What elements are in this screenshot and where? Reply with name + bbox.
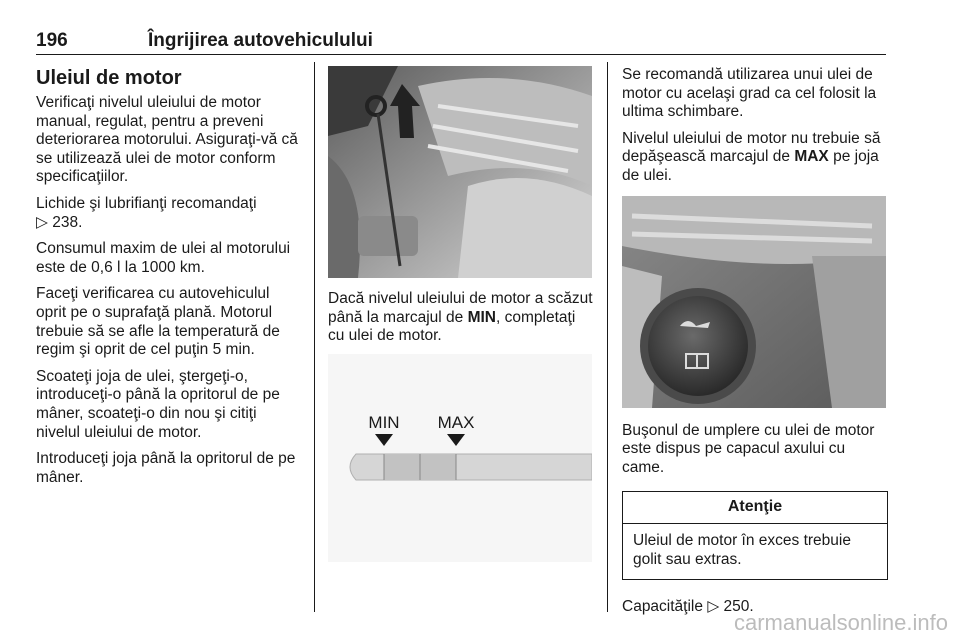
paragraph: Verificaţi nivelul uleiului de motor manual, regulat, pentru a preveni deteriorarea motorului. Asiguraţi-vă că se utilizează ulei de motor conform specificaţiilor. [36,94,298,186]
column-divider [314,62,315,612]
column-right [622,66,888,625]
column-left [36,66,301,495]
attention-body: Uleiul de motor în exces trebuie golit sau extras. [633,531,851,568]
paragraph: Introduceţi joja până la opritorul de pe mâner. [36,450,296,486]
reference-arrow-icon: ▷ [707,598,720,616]
paragraph-text: pe joja de ulei. [622,148,879,184]
attention-box [622,491,888,580]
watermark: carmanualsonline.info [733,610,948,635]
paragraph: Consumul maxim de ulei al motorului este de 0,6 l la 1000 km. [36,240,291,276]
paragraph-text: Capacităţile [622,598,703,616]
paragraph-text: Lichide şi lubrifianţi recomandaţi [36,194,257,212]
paragraph: Faceţi verificarea cu autovehiculul oprit pe o suprafaţă plană. Motorul trebuie să se afle la temperatură de regim şi oprit de cel puţin 5 min. [36,285,280,359]
paragraph-text: Nivelul uleiului de motor nu trebuie să depăşească marcajul de [622,129,881,166]
figure-caption [328,290,594,346]
paragraph: Scoateţi joja de ulei, ştergeţi-o, introduceţi-o până la opritorul de pe mâner, scoateţi-o din nou şi citiţi nivelul uleiului de motor. [36,367,280,441]
reference-arrow-icon: ▷ [36,213,48,231]
chapter-title: Îngrijirea autovehiculului [148,30,373,51]
section-title: Uleiul de motor [36,67,182,89]
paragraph: Buşonul de umplere cu ulei de motor este dispus pe capacul axului cu came. [622,421,875,476]
caption-text: Dacă nivelul uleiului de motor a scăzut până la marcajul de [328,290,593,326]
page-number: 196 [36,30,68,51]
paragraph: Se recomandă utilizarea unui ulei de motor cu acelaşi grad ca cel folosit la ultima schimbare. [622,66,877,121]
dipstick-diagram [328,354,592,562]
max-mark-label: MAX [437,412,475,432]
caption-min-label: MIN [467,308,497,326]
attention-title: Atenţie [623,492,887,524]
max-mark-text: MAX [794,148,829,166]
column-divider [607,62,608,612]
paragraph-reference [36,195,301,232]
page-reference-link[interactable]: 250. [723,598,754,616]
min-mark-label: MIN [368,412,400,432]
column-middle [328,66,594,562]
engine-dipstick-photo [328,66,592,278]
page-header [36,30,886,55]
oil-filler-cap-photo [622,196,886,408]
page-reference-link[interactable]: 238. [52,213,83,231]
paragraph [622,130,888,186]
caption-text: , completaţi cu ulei de motor. [328,308,576,345]
